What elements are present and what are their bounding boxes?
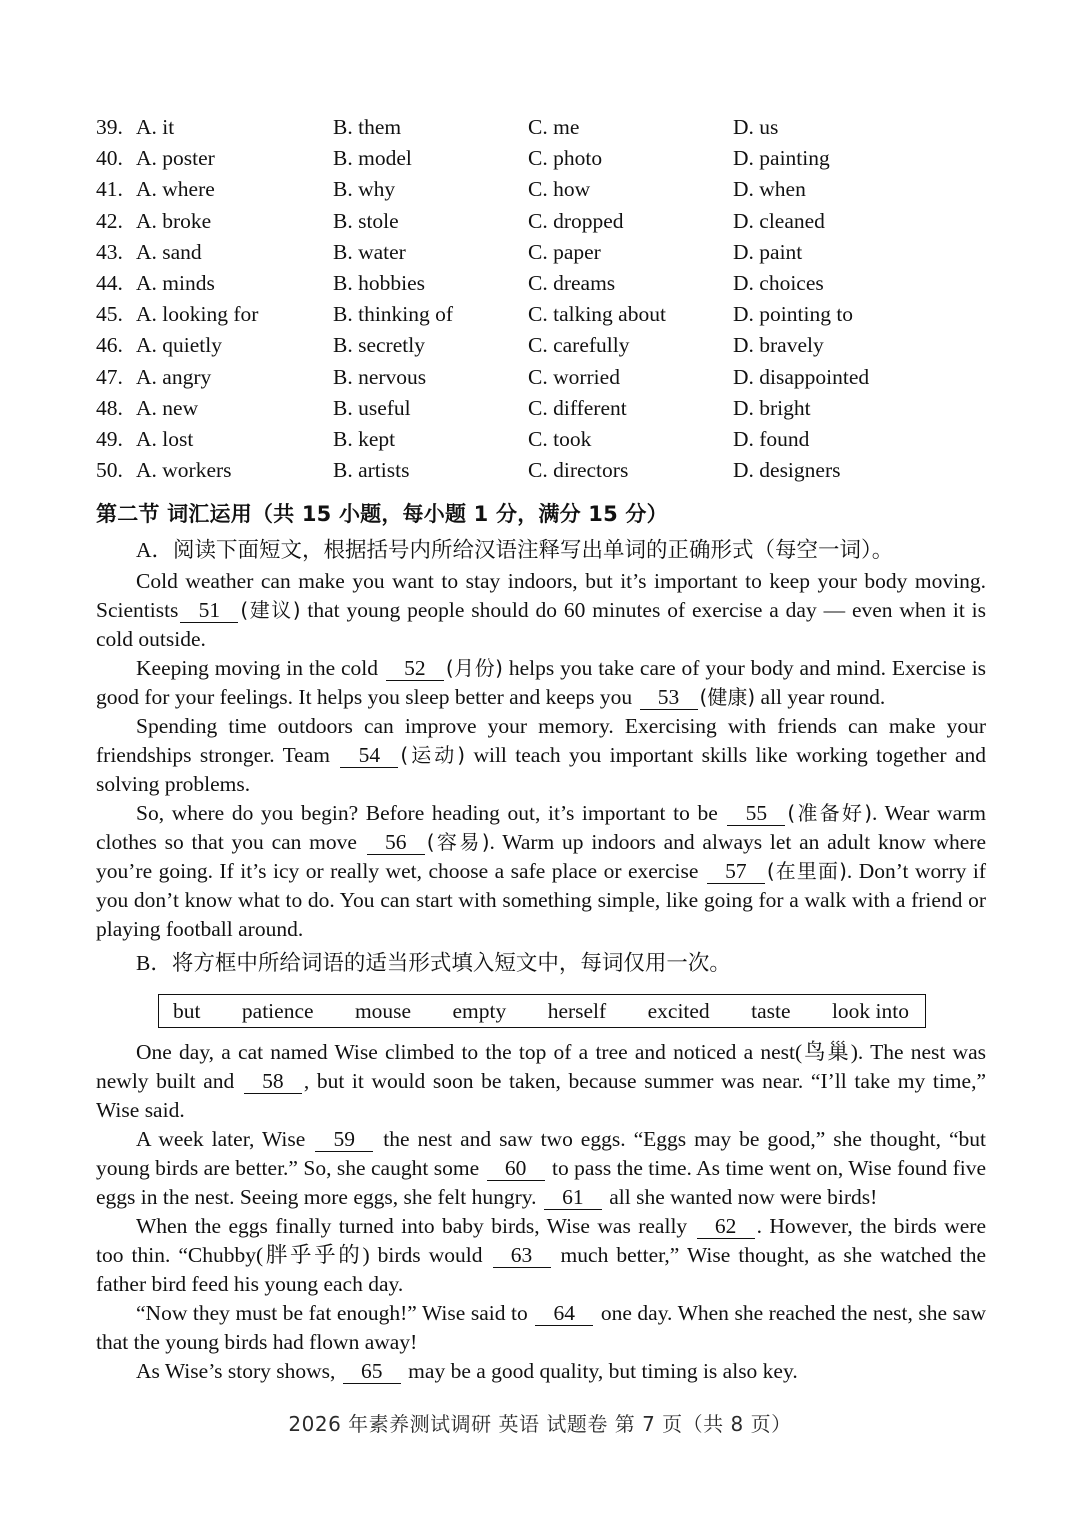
- table-row: [96, 143, 986, 174]
- part-a-instruction: A．阅读下面短文，根据括号内所给汉语注释写出单词的正确形式（每空一词）。: [136, 538, 894, 563]
- paragraph: [96, 1125, 986, 1212]
- word-bank-item[interactable]: look into: [831, 998, 909, 1023]
- table-row: [96, 206, 986, 237]
- option-b[interactable]: B. secretly: [333, 333, 425, 358]
- option-b[interactable]: B. nervous: [333, 364, 427, 389]
- paragraph-text: . However, the birds were too thin. “Chubby(胖乎乎的) birds would: [96, 1214, 986, 1268]
- option-c[interactable]: C. how: [528, 177, 591, 202]
- option-b[interactable]: B. water: [333, 239, 406, 264]
- option-a[interactable]: A. looking for: [136, 302, 259, 327]
- part-b-passage: [96, 1038, 986, 1386]
- table-row: [96, 393, 986, 424]
- page-footer: 2026 年素养测试调研 英语 试题卷 第 7 页（共 8 页）: [288, 1412, 792, 1436]
- option-d[interactable]: D. when: [733, 177, 806, 202]
- paragraph: [96, 1038, 986, 1125]
- blank-53[interactable]: 53: [640, 687, 698, 710]
- paragraph-text: all she wanted now were birds!: [609, 1185, 878, 1210]
- blank-54[interactable]: 54: [340, 745, 398, 768]
- word-bank-item[interactable]: patience: [241, 998, 314, 1023]
- paragraph: [96, 1357, 986, 1386]
- option-d[interactable]: D. us: [733, 115, 779, 139]
- option-c[interactable]: C. worried: [528, 364, 620, 389]
- option-b[interactable]: B. hobbies: [333, 270, 425, 295]
- blank-55[interactable]: 55: [727, 803, 785, 826]
- option-a[interactable]: A. broke: [136, 208, 212, 233]
- part-a-passage: [96, 567, 986, 944]
- question-number: 47.: [96, 364, 123, 389]
- option-c[interactable]: C. me: [528, 115, 580, 139]
- paragraph-text: Cold weather can make you want to stay indoors, but it’s important to keep your body moving. Scientists: [96, 569, 986, 623]
- blank-62[interactable]: 62: [697, 1216, 755, 1239]
- blank-64[interactable]: 64: [535, 1303, 593, 1326]
- blank-60[interactable]: 60: [487, 1158, 545, 1181]
- option-d[interactable]: D. paint: [733, 239, 803, 264]
- option-c[interactable]: C. dreams: [528, 270, 616, 295]
- word-bank-item[interactable]: empty: [452, 998, 507, 1023]
- paragraph: [96, 712, 986, 799]
- option-a[interactable]: A. workers: [136, 458, 232, 483]
- part-b-instruction: B．将方框中所给词语的适当形式填入短文中，每词仅用一次。: [136, 951, 731, 976]
- option-c[interactable]: C. dropped: [528, 208, 624, 233]
- option-d[interactable]: D. painting: [733, 146, 830, 171]
- option-b[interactable]: B. stole: [333, 208, 399, 233]
- option-a[interactable]: A. minds: [136, 270, 215, 295]
- option-a[interactable]: A. it: [136, 115, 175, 139]
- question-number: 48.: [96, 395, 123, 420]
- paragraph-text: one day. When she reached the nest, she saw that the young birds had flown away!: [96, 1301, 987, 1355]
- paragraph-text: that young people should do 60 minutes of exercise a day — even when it is cold outside.: [96, 598, 987, 652]
- word-bank-item[interactable]: excited: [647, 998, 710, 1023]
- option-b[interactable]: B. them: [333, 115, 402, 139]
- option-c[interactable]: C. paper: [528, 239, 601, 264]
- blank-57[interactable]: 57: [707, 861, 765, 884]
- question-number: 43.: [96, 239, 123, 264]
- word-bank-item[interactable]: taste: [751, 998, 791, 1023]
- blank-52[interactable]: 52: [386, 658, 444, 681]
- hint-54: (运动): [400, 743, 466, 768]
- option-a[interactable]: A. new: [136, 395, 199, 420]
- table-row: [96, 268, 986, 299]
- option-d[interactable]: D. designers: [733, 458, 841, 483]
- blank-56[interactable]: 56: [367, 832, 425, 855]
- paragraph: [96, 799, 986, 944]
- paragraph-text: the nest and saw two eggs. “Eggs may be good,” she thought, “but young birds are better.” So, she caught some: [96, 1127, 986, 1181]
- hint-57: (在里面): [766, 859, 847, 884]
- word-bank-item[interactable]: mouse: [354, 998, 412, 1023]
- question-number: 41.: [96, 177, 123, 202]
- option-d[interactable]: D. bravely: [733, 333, 824, 358]
- hint-52: (月份): [445, 656, 503, 681]
- table-row: [96, 330, 986, 361]
- option-a[interactable]: A. where: [136, 177, 215, 202]
- paragraph-text: . Wear warm clothes so that you can move: [96, 801, 987, 855]
- paragraph: [96, 654, 986, 712]
- blank-51[interactable]: 51: [180, 600, 238, 623]
- option-a[interactable]: A. lost: [136, 426, 194, 451]
- paragraph-text: Keeping moving in the cold: [136, 656, 379, 681]
- paragraph-text: One day, a cat named Wise climbed to the top of a tree and noticed a nest(鸟巢). The nest was newly built and: [96, 1040, 986, 1094]
- word-bank-item[interactable]: but: [173, 998, 201, 1023]
- paragraph-text: A week later, Wise: [136, 1127, 306, 1152]
- word-bank-item[interactable]: herself: [547, 998, 607, 1023]
- paragraph-text: all year round.: [760, 685, 886, 710]
- paragraph-text: to pass the time. As time went on, Wise found five eggs in the nest. Seeing more eggs, she felt hungry.: [96, 1156, 987, 1210]
- option-c[interactable]: C. took: [528, 426, 592, 451]
- paragraph-text: When the eggs finally turned into baby birds, Wise was really: [136, 1214, 688, 1239]
- paragraph-text: So, where do you begin? Before heading out, it’s important to be: [136, 801, 718, 826]
- option-b[interactable]: B. artists: [333, 458, 410, 483]
- option-d[interactable]: D. choices: [733, 270, 824, 295]
- question-number: 49.: [96, 426, 123, 451]
- option-c[interactable]: C. photo: [528, 146, 603, 171]
- option-d[interactable]: D. found: [733, 426, 810, 451]
- option-b[interactable]: B. why: [333, 177, 396, 202]
- blank-58[interactable]: 58: [244, 1071, 302, 1094]
- paragraph: [96, 1212, 986, 1299]
- question-number: 39.: [96, 115, 123, 139]
- table-row: [96, 299, 986, 330]
- paragraph-text: Spending time outdoors can improve your memory. Exercising with friends can make your friendships stronger. Team: [96, 714, 986, 768]
- option-a[interactable]: A. sand: [136, 239, 202, 264]
- hint-53: (健康): [699, 685, 756, 710]
- table-row: [96, 112, 986, 143]
- page-content: [96, 112, 986, 1386]
- option-b[interactable]: B. kept: [333, 426, 396, 451]
- option-b[interactable]: B. thinking of: [333, 302, 454, 327]
- multiple-choice-list: [96, 112, 986, 486]
- table-row: [96, 455, 986, 486]
- question-number: 44.: [96, 270, 123, 295]
- paragraph-text: . Warm up indoors and always let an adult know where you’re going. If it’s icy or really wet, choose a safe place or exercise: [96, 830, 987, 884]
- question-number: 45.: [96, 302, 123, 327]
- paragraph-text: will teach you important skills like working together and solving problems.: [96, 743, 986, 797]
- paragraph-text: helps you take care of your body and mind. Exercise is good for your feelings. It helps you sleep better and keeps you: [96, 656, 987, 710]
- blank-61[interactable]: 61: [544, 1187, 602, 1210]
- paragraph-text: much better,” Wise thought, as she watched the father bird feed his young each day.: [96, 1243, 987, 1297]
- option-b[interactable]: B. useful: [333, 395, 411, 420]
- blank-59[interactable]: 59: [315, 1129, 373, 1152]
- option-d[interactable]: D. cleaned: [733, 208, 825, 233]
- hint-55: (准备好): [787, 801, 873, 826]
- option-d[interactable]: D. bright: [733, 395, 811, 420]
- paragraph-text: “Now they must be fat enough!” Wise said to: [136, 1301, 528, 1326]
- question-number: 42.: [96, 208, 123, 233]
- option-a[interactable]: A. quietly: [136, 333, 222, 358]
- option-c[interactable]: C. different: [528, 395, 627, 420]
- hint-51: (建议): [240, 598, 301, 623]
- paragraph-text: As Wise’s story shows,: [136, 1359, 336, 1384]
- paragraph: [96, 1299, 986, 1357]
- option-b[interactable]: B. model: [333, 146, 412, 171]
- option-c[interactable]: C. directors: [528, 458, 629, 483]
- word-bank-box: [158, 994, 926, 1028]
- question-number: 46.: [96, 333, 123, 358]
- paragraph-text: may be a good quality, but timing is also key.: [408, 1359, 798, 1384]
- blank-65[interactable]: 65: [343, 1361, 401, 1384]
- question-number: 50.: [96, 458, 123, 483]
- option-c[interactable]: C. carefully: [528, 333, 630, 358]
- table-row: [96, 424, 986, 455]
- paragraph: [96, 567, 986, 654]
- table-row: [96, 174, 986, 205]
- question-number: 40.: [96, 146, 123, 171]
- option-c[interactable]: C. talking about: [528, 302, 666, 327]
- option-d[interactable]: D. pointing to: [733, 302, 854, 327]
- section-two-heading: 第二节 词汇运用（共 15 小题，每小题 1 分，满分 15 分）: [96, 502, 668, 527]
- option-d[interactable]: D. disappointed: [733, 364, 870, 389]
- table-row: [96, 362, 986, 393]
- blank-63[interactable]: 63: [493, 1245, 551, 1268]
- option-a[interactable]: A. angry: [136, 364, 212, 389]
- table-row: [96, 237, 986, 268]
- hint-56: (容易): [426, 830, 490, 855]
- option-a[interactable]: A. poster: [136, 146, 215, 171]
- paragraph-text: , but it would soon be taken, because summer was near. “I’ll take my time,” Wise said.: [96, 1069, 986, 1123]
- paragraph-text: . Don’t worry if you don’t know what to do. You can start with something simple, like going for a walk with a friend or playing football around.: [96, 859, 986, 942]
